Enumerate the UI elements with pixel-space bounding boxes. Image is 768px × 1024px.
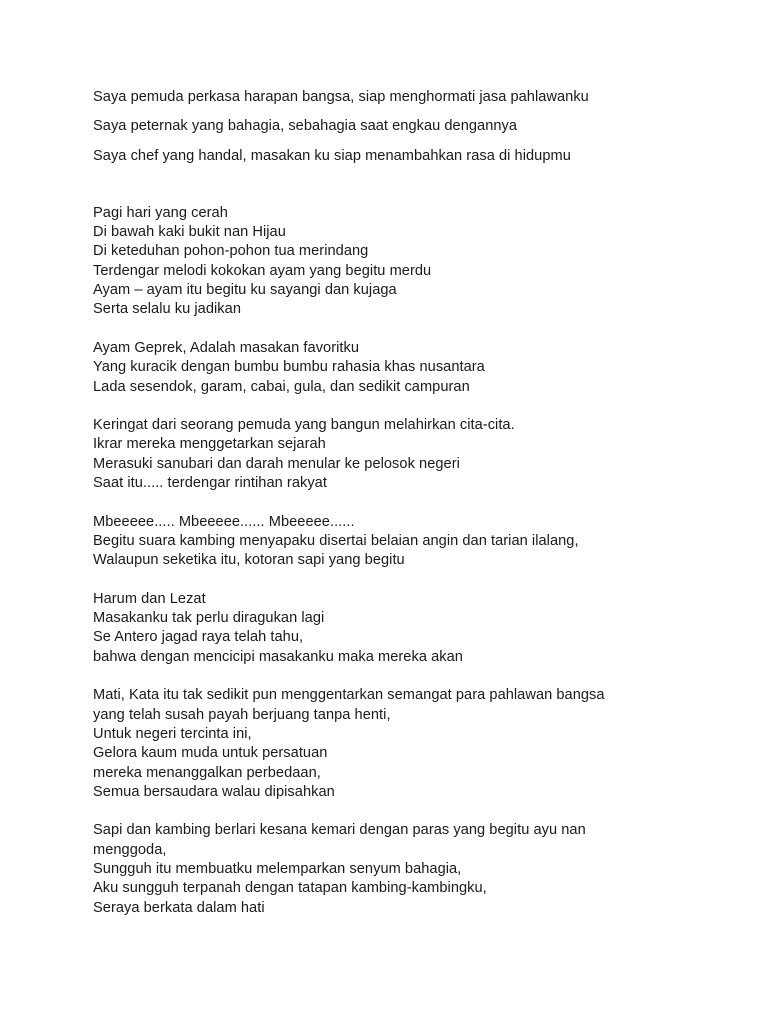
poem-line: Gelora kaum muda untuk persatuan [93,745,328,762]
poem-line: Ikrar mereka menggetarkan sejarah [93,436,326,453]
spacer [93,493,653,512]
intro-line: Saya chef yang handal, masakan ku siap menambahkan rasa di hidupmu [93,147,571,164]
poem-line: Masakanku tak perlu diragukan lagi [93,610,325,627]
stanza [93,204,653,320]
stanza [93,821,653,917]
poem-line: Keringat dari seorang pemuda yang bangun melahirkan cita-cita. [93,417,515,434]
poem-line: Seraya berkata dalam hati [93,899,265,916]
poem-line: Pagi hari yang cerah [93,204,228,221]
spacer [93,667,653,686]
poem-line: Ayam Geprek, Adalah masakan favoritku [93,339,360,356]
poem-text [93,87,653,918]
poem-line: mereka menanggalkan perbedaan, [93,764,321,781]
stanza [93,686,653,802]
intro-line: Saya peternak yang bahagia, sebahagia saat engkau dengannya [93,118,518,135]
poem-line: Harum dan Lezat [93,590,206,607]
poem-line: Serta selalu ku jadikan [93,301,241,318]
poem-line: bahwa dengan mencicipi masakanku maka mereka akan [93,648,463,665]
stanza [93,590,653,667]
poem-line: Ayam – ayam itu begitu ku sayangi dan kujaga [93,282,397,299]
poem-line: Se Antero jagad raya telah tahu, [93,629,304,646]
poem-line: Yang kuracik dengan bumbu bumbu rahasia khas nusantara [93,359,485,376]
poem-line: Begitu suara kambing menyapaku disertai belaian angin dan tarian ilalang, [93,532,579,549]
stanza [93,416,653,493]
stanza [93,513,653,571]
poem-line: Sapi dan kambing berlari kesana kemari dengan paras yang begitu ayu nan [93,822,586,839]
poem-line: Mbeeeee..... Mbeeeee...... Mbeeeee...... [93,513,355,530]
poem-line: Mati, Kata itu tak sedikit pun menggentarkan semangat para pahlawan bangsa [93,687,605,704]
poem-line: Aku sungguh terpanah dengan tatapan kambing-kambingku, [93,880,487,897]
poem-line: Lada sesendok, garam, cabai, gula, dan sedikit campuran [93,378,470,395]
poem-line: Merasuki sanubari dan darah menular ke pelosok negeri [93,455,460,472]
spacer [93,397,653,416]
poem-line: Untuk negeri tercinta ini, [93,725,252,742]
spacer [93,175,653,204]
poem-line: Terdengar melodi kokokan ayam yang begitu merdu [93,262,432,279]
poem-line: yang telah susah payah berjuang tanpa henti, [93,706,391,723]
intro-line: Saya pemuda perkasa harapan bangsa, siap menghormati jasa pahlawanku [93,89,589,105]
spacer [93,571,653,590]
poem-line: Sungguh itu membuatku melemparkan senyum bahagia, [93,860,462,877]
poem-line: Saat itu..... terdengar rintihan rakyat [93,475,327,492]
poem-line: menggoda, [93,841,167,858]
poem-line: Di bawah kaki bukit nan Hijau [93,224,286,241]
spacer [93,802,653,821]
poem-line: Di keteduhan pohon-pohon tua merindang [93,243,369,260]
poem-line: Semua bersaudara walau dipisahkan [93,783,335,800]
spacer [93,320,653,339]
stanza [93,339,653,397]
poem-line: Walaupun seketika itu, kotoran sapi yang begitu [93,552,405,569]
